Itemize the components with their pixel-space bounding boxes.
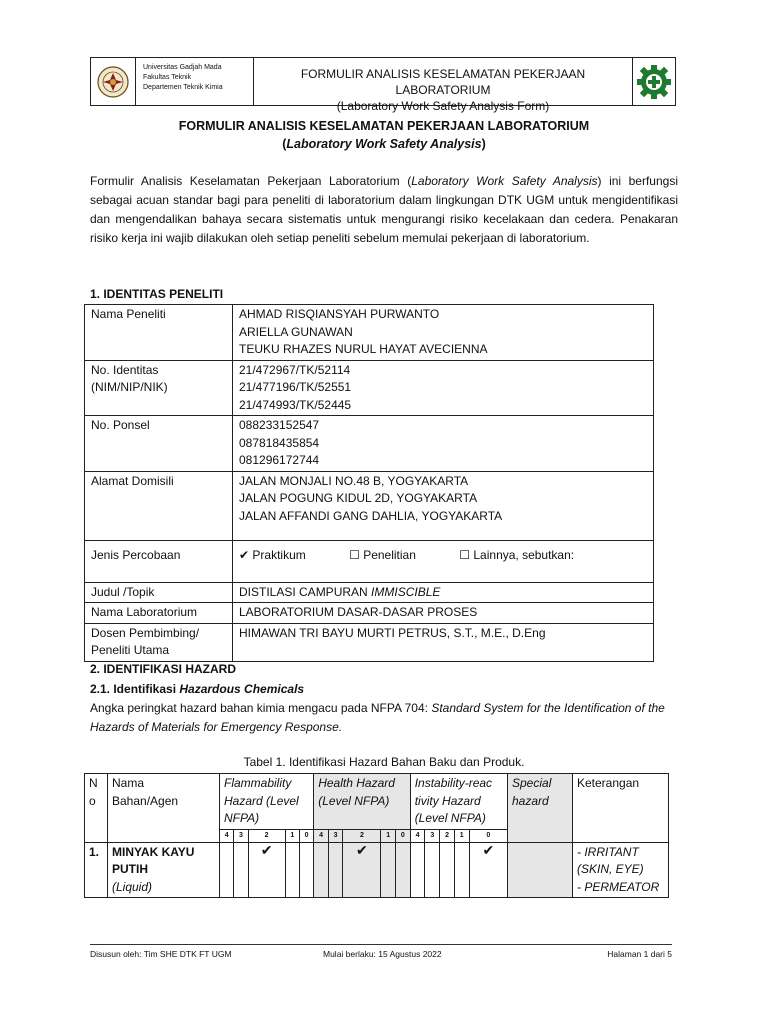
header-line: (Level NFPA) (318, 793, 390, 808)
nfpa-italic: Standard System for the Identification of the Hazards of Materials for Emergency Response. (90, 701, 665, 734)
nfpa-paragraph (90, 699, 680, 737)
table-row (85, 471, 654, 540)
institution-block (143, 63, 223, 93)
form-header (90, 57, 676, 113)
notes-cell (573, 842, 669, 898)
health-cell-3 (328, 842, 343, 898)
flammability-level-0: 0 (299, 829, 313, 842)
name-label: Nama Peneliti (85, 305, 233, 361)
table-row (85, 582, 654, 603)
doc-subtitle-italic: Laboratory Work Safety Analysis (286, 137, 482, 151)
section2-heading: 2. IDENTIFIKASI HAZARD (90, 662, 237, 676)
note-line: - PERMEATOR (577, 879, 660, 894)
subheading-text: 2.1. Identifikasi (90, 682, 180, 696)
checkbox-empty-icon: ☐ (349, 547, 360, 562)
address-line: JALAN POGUNG KIDUL 2D, YOGYAKARTA (239, 491, 478, 505)
col-notes-header: Keterangan (573, 774, 669, 843)
intro-italic: Laboratory Work Safety Analysis (411, 174, 598, 188)
researcher-name: AHMAD RISQIANSYAH PURWANTO (239, 307, 440, 321)
section2-subheading (90, 682, 304, 696)
option-label: Penelitian (363, 547, 416, 562)
subheading-italic: Hazardous Chemicals (179, 682, 305, 696)
safety-gear-icon (633, 58, 675, 105)
supervisor-label-line: Peneliti Utama (91, 643, 170, 657)
flammability-cell-4 (220, 842, 234, 898)
doc-subtitle-close: ) (481, 137, 486, 151)
instability-cell-3 (425, 842, 440, 898)
flammability-cell-1 (285, 842, 299, 898)
supervisor-label-line: Dosen Pembimbing/ (91, 625, 200, 640)
phone-number: 088233152547 (239, 418, 320, 432)
check-mark-icon: ✔ (482, 841, 495, 858)
nfpa-text: Angka peringkat hazard bahan kimia mengacu pada NFPA 704: (90, 701, 432, 715)
table-row (85, 842, 669, 898)
id-number: 21/474993/TK/52445 (239, 397, 352, 412)
doc-subtitle-open: ( (282, 137, 287, 151)
id-values (233, 360, 654, 416)
flammability-level-1: 1 (285, 829, 299, 842)
header-line: Hazard (Level (224, 793, 299, 808)
header-line: tivity Hazard (414, 793, 481, 808)
table-row (85, 360, 654, 416)
ugm-seal-icon (91, 58, 135, 105)
table-row (85, 623, 654, 661)
table-caption: Tabel 1. Identifikasi Hazard Bahan Baku dan Produk. (243, 755, 525, 769)
footer-author: Disusun oleh: Tim SHE DTK FT UGM (90, 949, 232, 959)
instability-level-4: 4 (410, 829, 425, 842)
col-name-header (108, 774, 220, 843)
row-number: 1. (85, 842, 108, 898)
health-level-2: 2 (343, 829, 381, 842)
intro-paragraph (90, 172, 678, 248)
health-level-0: 0 (396, 829, 411, 842)
health-cell-1 (381, 842, 396, 898)
header-form-subtitle: (Laboratory Work Safety Analysis Form) (336, 99, 550, 113)
supervisor-value: HIMAWAN TRI BAYU MURTI PETRUS, S.T., M.E., D.Eng (233, 623, 654, 661)
health-cell-2 (343, 842, 381, 898)
checkbox-empty-icon: ☐ (459, 547, 471, 562)
header-title-cell (253, 58, 633, 113)
address-label: Alamat Domisili (85, 471, 233, 540)
topic-value (233, 582, 654, 603)
phone-values (233, 416, 654, 472)
phone-label: No. Ponsel (85, 416, 233, 472)
id-number: 21/477196/TK/52551 (239, 380, 352, 394)
material-name-line: MINYAK KAYU (112, 844, 195, 859)
doc-title: FORMULIR ANALISIS KESELAMATAN PEKERJAAN LABORATORIUM (178, 119, 590, 133)
doc-subtitle (0, 137, 768, 151)
note-line: - IRRITANT (577, 844, 639, 859)
phone-number: 081296172744 (239, 453, 320, 467)
researcher-name: ARIELLA GUNAWAN (239, 324, 353, 339)
logo-cell-right (633, 58, 675, 105)
lab-label: Nama Laboratorium (85, 603, 233, 624)
id-label (85, 360, 233, 416)
header-line: Bahan/Agen (112, 793, 179, 808)
col-instability-header (410, 774, 507, 830)
flammability-level-3: 3 (234, 829, 248, 842)
header-line: Health Hazard (318, 776, 395, 790)
supervisor-label (85, 623, 233, 661)
institution-line: Universitas Gadjah Mada (143, 64, 222, 71)
table-header-row (85, 774, 669, 830)
option-label: Lainnya, sebutkan: (473, 547, 575, 562)
instability-level-1: 1 (454, 829, 469, 842)
table-row (85, 416, 654, 472)
id-label-line: (NIM/NIP/NIK) (91, 380, 168, 394)
identity-table (84, 304, 654, 662)
experiment-type-options (233, 540, 654, 582)
institution-line: Fakultas Teknik (143, 74, 192, 81)
topic-label: Judul /Topik (85, 582, 233, 603)
address-line: JALAN MONJALI NO.48 B, YOGYAKARTA (239, 473, 469, 488)
instability-cell-1 (454, 842, 469, 898)
col-flammability-header (220, 774, 314, 830)
instability-level-0: 0 (469, 829, 507, 842)
check-mark-icon: ✔ (260, 841, 273, 858)
table-row (85, 540, 654, 582)
health-level-3: 3 (328, 829, 343, 842)
address-values (233, 471, 654, 540)
footer-effective-date: Mulai berlaku: 15 Agustus 2022 (323, 949, 442, 959)
phone-number: 087818435854 (239, 435, 320, 450)
header-line: (Level NFPA) (414, 811, 486, 825)
institution-line: Departemen Teknik Kimia (143, 84, 223, 91)
table-row (85, 305, 654, 361)
header-line: Special (512, 776, 552, 790)
topic-text: DISTILASI CAMPURAN (239, 584, 372, 599)
researcher-name: TEUKU RHAZES NURUL HAYAT AVECIENNA (239, 342, 488, 356)
col-special-header (508, 774, 573, 843)
instability-cell-2 (440, 842, 455, 898)
material-phase: (Liquid) (112, 879, 153, 894)
address-line: JALAN AFFANDI GANG DAHLIA, YOGYAKARTA (239, 508, 503, 523)
intro-text: ) ini berfungsi sebagai acuan standar bagi para peneliti di laboratorium dalam lingkungan DTK UGM untuk mengidentifikasi dan mengendalikan bahaya secara sistematis untuk mengurangi risiko kecelakaan dan cedera. Penakaran risiko kerja ini wajib dilakukan oleh setiap peneliti sebelum memulai pekerjaan di laboratorium. (90, 174, 678, 245)
instability-cell-4 (410, 842, 425, 898)
flammability-cell-3 (234, 842, 248, 898)
header-line: o (89, 793, 96, 808)
instability-level-3: 3 (425, 829, 440, 842)
id-number: 21/472967/TK/52114 (239, 362, 351, 377)
option-lainnya[interactable] (459, 547, 574, 565)
header-line: Nama (112, 776, 145, 790)
special-hazard-cell (508, 842, 573, 898)
col-health-header (314, 774, 410, 830)
option-label: Praktikum (252, 547, 306, 562)
topic-italic: IMMISCIBLE (371, 584, 441, 599)
section1-heading: 1. IDENTITAS PENELITI (90, 287, 224, 301)
footer-rule (90, 944, 672, 945)
header-line: Instability-reac (414, 776, 493, 790)
header-form-title: FORMULIR ANALISIS KESELAMATAN PEKERJAAN LABORATORIUM (300, 67, 586, 97)
hazard-table (84, 773, 669, 898)
header-line: N (89, 776, 98, 790)
intro-text: Formulir Analisis Keselamatan Pekerjaan Laboratorium ( (90, 174, 412, 188)
health-level-4: 4 (314, 829, 329, 842)
header-line: Flammability (224, 776, 292, 790)
flammability-level-4: 4 (220, 829, 234, 842)
option-praktikum[interactable] (239, 547, 306, 565)
col-no-header (85, 774, 108, 843)
note-line: (SKIN, EYE) (577, 862, 644, 876)
instability-level-2: 2 (440, 829, 455, 842)
material-name-line: PUTIH (112, 862, 148, 876)
check-mark-icon: ✔ (356, 841, 368, 858)
checkbox-checked-icon: ✔ (239, 547, 250, 562)
health-level-1: 1 (381, 829, 396, 842)
lab-value: LABORATORIUM DASAR-DASAR PROSES (233, 603, 654, 624)
option-penelitian[interactable] (349, 547, 416, 565)
footer-page-number: Halaman 1 dari 5 (607, 949, 672, 959)
name-values (233, 305, 654, 361)
instability-cell-0 (469, 842, 507, 898)
header-line: NFPA) (224, 811, 260, 825)
health-cell-0 (396, 842, 411, 898)
experiment-type-label: Jenis Percobaan (85, 540, 233, 582)
flammability-cell-0 (299, 842, 313, 898)
logo-cell-left (91, 58, 136, 105)
header-line: hazard (512, 793, 549, 808)
health-cell-4 (314, 842, 329, 898)
table-row (85, 603, 654, 624)
id-label-line: No. Identitas (91, 362, 159, 377)
flammability-cell-2 (248, 842, 285, 898)
flammability-level-2: 2 (248, 829, 285, 842)
material-name (108, 842, 220, 898)
